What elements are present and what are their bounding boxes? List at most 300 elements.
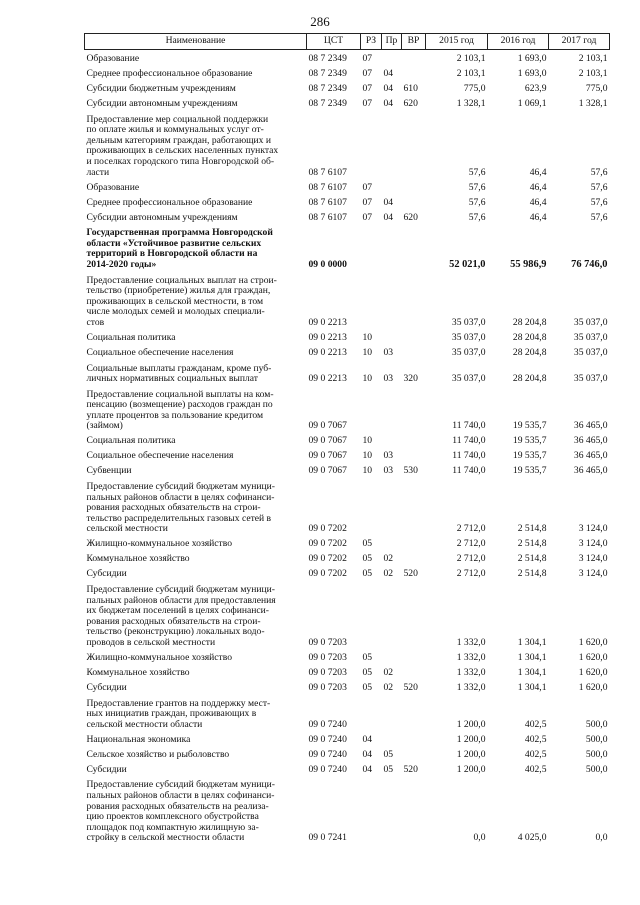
row-name: Социальная политика xyxy=(86,435,176,447)
row-value-2016: 1 304,1 xyxy=(517,637,547,648)
row-vr xyxy=(402,447,426,462)
row-rz xyxy=(361,694,382,731)
row-value-2017: 1 620,0 xyxy=(578,652,608,663)
row-pr xyxy=(382,477,402,535)
row-value-2017: 500,0 xyxy=(585,733,608,745)
row-name-line: ласти xyxy=(86,166,110,178)
row-pr: 05 xyxy=(383,763,394,775)
row-vr: 520 xyxy=(403,763,418,775)
row-name-line: по оплате жилья и коммунальных услуг от- xyxy=(86,124,264,136)
row-value-2015: 1 200,0 xyxy=(456,733,486,745)
row-name-line: личных нормативных социальных выплат xyxy=(86,373,258,385)
row-pr xyxy=(382,178,402,193)
row-rz: 07 xyxy=(362,98,373,109)
row-name-line: пальных районов области для предоставления xyxy=(86,594,276,606)
row-name-line: Государственная программа Новгородской xyxy=(86,227,273,239)
row-rz: 10 xyxy=(362,465,373,477)
row-name: Социальное обеспечение населения xyxy=(86,450,234,462)
row-name-line: (займом) xyxy=(86,420,123,432)
row-pr: 03 xyxy=(383,373,394,385)
row-pr: 02 xyxy=(383,682,394,693)
row-value-2015: 11 740,0 xyxy=(452,420,486,432)
row-cst: 09 0 7202 xyxy=(308,568,347,580)
row-value-2017: 35 037,0 xyxy=(573,316,608,328)
row-value-2016: 402,5 xyxy=(524,748,547,760)
row-name-line: Предоставление социальной выплаты на ком- xyxy=(86,388,274,400)
row-name-line: Предоставление мер социальной поддержки xyxy=(86,113,269,125)
row-value-2016: 19 535,7 xyxy=(512,465,547,477)
row-value-2017: 35 037,0 xyxy=(573,373,608,385)
row-rz: 10 xyxy=(362,435,373,447)
row-pr xyxy=(382,223,402,270)
table-row xyxy=(85,679,610,694)
row-vr: 520 xyxy=(403,682,418,693)
row-value-2015: 2 103,1 xyxy=(456,68,486,79)
table-row xyxy=(85,95,610,110)
row-cst: 09 0 7202 xyxy=(308,538,347,550)
row-name-line: площадок под компактную жилищную за- xyxy=(86,821,259,833)
row-cst: 09 0 7240 xyxy=(308,748,347,760)
row-rz: 05 xyxy=(362,553,373,565)
row-cst: 09 0 7240 xyxy=(308,718,347,730)
row-cst: 09 0 2213 xyxy=(308,346,347,358)
row-cst: 09 0 2213 xyxy=(308,316,347,328)
row-value-2017: 57,6 xyxy=(590,166,608,178)
table-row xyxy=(85,344,610,359)
row-value-2015: 0,0 xyxy=(473,832,486,844)
row-value-2017: 57,6 xyxy=(590,196,608,208)
row-value-2017: 3 124,0 xyxy=(578,553,608,565)
row-cst: 09 0 7240 xyxy=(308,733,347,745)
row-name-line: рования расходных обязательств на реализа- xyxy=(86,800,269,812)
row-cst: 09 0 7203 xyxy=(308,682,347,693)
row-vr: 530 xyxy=(403,465,418,477)
row-value-2016: 4 025,0 xyxy=(517,832,547,844)
row-name xyxy=(85,694,307,731)
table-row xyxy=(85,49,610,65)
table-body xyxy=(85,49,610,844)
table-row xyxy=(85,694,610,731)
row-name: Национальная экономика xyxy=(86,733,191,745)
row-pr: 04 xyxy=(383,68,394,79)
row-value-2016: 28 204,8 xyxy=(512,373,547,385)
row-name: Субсидии автономным учреждениям xyxy=(86,98,238,109)
row-value-2017: 0,0 xyxy=(595,832,608,844)
row-name-line: уплате процентов за пользование кредитом xyxy=(86,409,264,421)
row-name-line: сельской местности xyxy=(86,523,168,535)
row-pr: 04 xyxy=(383,98,394,109)
row-rz: 07 xyxy=(362,196,373,208)
row-value-2016: 19 535,7 xyxy=(512,420,547,432)
row-cst: 09 0 7202 xyxy=(308,523,347,535)
row-vr xyxy=(402,580,426,649)
row-value-2015: 11 740,0 xyxy=(452,465,486,477)
row-value-2016: 1 693,0 xyxy=(517,53,547,64)
row-value-2015: 2 712,0 xyxy=(456,553,486,565)
row-name-line: проводов в сельской местности xyxy=(86,637,216,648)
row-cst: 09 0 7203 xyxy=(308,637,347,648)
row-name xyxy=(85,580,307,649)
table-row xyxy=(85,208,610,223)
row-rz: 07 xyxy=(362,211,373,223)
row-vr xyxy=(402,385,426,432)
table-row xyxy=(85,775,610,844)
row-name xyxy=(85,775,307,844)
row-name-line: области «Устойчивое развитие сельских xyxy=(86,237,262,249)
row-value-2017: 1 620,0 xyxy=(578,667,608,678)
row-value-2015: 1 200,0 xyxy=(456,763,486,775)
row-vr: 610 xyxy=(403,83,418,94)
row-vr: 620 xyxy=(403,211,418,223)
row-value-2017: 1 620,0 xyxy=(578,682,608,693)
row-pr: 04 xyxy=(383,83,394,94)
row-pr xyxy=(382,110,402,179)
row-value-2016: 1 304,1 xyxy=(517,652,547,663)
row-name: Субсидии xyxy=(86,568,127,580)
row-value-2016: 402,5 xyxy=(524,733,547,745)
row-value-2015: 1 332,0 xyxy=(456,652,486,663)
row-value-2016: 402,5 xyxy=(524,718,547,730)
row-value-2016: 623,9 xyxy=(524,83,547,94)
row-cst: 08 7 2349 xyxy=(308,53,347,64)
row-name-line: Предоставление субсидий бюджетам муници- xyxy=(86,779,275,791)
row-vr xyxy=(402,49,426,65)
row-pr: 04 xyxy=(383,196,394,208)
row-value-2017: 57,6 xyxy=(590,181,608,193)
row-value-2017: 2 103,1 xyxy=(578,68,608,79)
row-value-2015: 35 037,0 xyxy=(451,331,486,343)
row-value-2016: 2 514,8 xyxy=(517,523,547,535)
row-rz: 07 xyxy=(362,181,373,193)
row-name-line: стов xyxy=(86,316,105,328)
row-name-line: дельным категориям граждан, работающих и xyxy=(86,134,272,146)
row-cst: 08 7 2349 xyxy=(308,83,347,94)
row-cst: 09 0 7240 xyxy=(308,763,347,775)
row-rz xyxy=(361,775,382,844)
row-pr xyxy=(382,385,402,432)
row-cst: 08 7 6107 xyxy=(308,196,347,208)
table-header-row xyxy=(85,34,610,50)
table-row xyxy=(85,80,610,95)
table-row xyxy=(85,664,610,679)
row-rz: 05 xyxy=(362,538,373,550)
row-pr xyxy=(382,329,402,344)
row-vr xyxy=(402,664,426,679)
row-vr xyxy=(402,178,426,193)
row-cst: 09 0 7202 xyxy=(308,553,347,565)
table-row xyxy=(85,359,610,385)
row-value-2015: 2 712,0 xyxy=(456,538,486,550)
row-vr xyxy=(402,550,426,565)
row-rz: 04 xyxy=(362,733,373,745)
row-rz: 04 xyxy=(362,763,373,775)
col-header-rz: РЗ xyxy=(361,34,382,50)
row-vr xyxy=(402,223,426,270)
row-name-line: Предоставление грантов на поддержку мест- xyxy=(86,697,271,709)
row-name-line: проживающих в сельской местности, в том xyxy=(86,295,264,307)
row-rz: 05 xyxy=(362,682,373,693)
row-name-line: и поселках городского типа Новгородской об- xyxy=(86,155,275,167)
row-value-2015: 57,6 xyxy=(468,196,486,208)
row-pr xyxy=(382,432,402,447)
row-rz: 10 xyxy=(362,373,373,385)
row-name-line: 2014-2020 годы» xyxy=(86,258,157,270)
col-header-2015: 2015 год xyxy=(426,34,488,50)
row-name-line: ных инициатив граждан, проживающих в xyxy=(86,708,257,720)
table-row xyxy=(85,565,610,580)
row-value-2015: 57,6 xyxy=(468,166,486,178)
row-cst: 09 0 7203 xyxy=(308,667,347,678)
row-name: Субсидии бюджетным учреждениям xyxy=(86,83,236,94)
row-vr xyxy=(402,65,426,80)
row-value-2016: 19 535,7 xyxy=(512,435,547,447)
row-cst: 08 7 6107 xyxy=(308,181,347,193)
row-name xyxy=(85,223,307,270)
row-vr xyxy=(402,344,426,359)
row-name-line: цию проектов комплексного обустройства xyxy=(86,811,259,823)
row-value-2017: 36 465,0 xyxy=(573,420,608,432)
row-vr xyxy=(402,745,426,760)
row-vr xyxy=(402,730,426,745)
row-name-line: Предоставление социальных выплат на строи- xyxy=(86,274,277,286)
row-value-2015: 11 740,0 xyxy=(452,435,486,447)
row-pr: 03 xyxy=(383,450,394,462)
row-value-2015: 2 103,1 xyxy=(456,53,486,64)
row-name: Коммунальное хозяйство xyxy=(86,553,190,565)
row-name: Субсидии автономным учреждениям xyxy=(86,211,238,223)
row-name-line: тельство (приобретение) жилья для граждан, xyxy=(86,285,271,297)
row-vr xyxy=(402,694,426,731)
row-name-line: пальных районов области в целях софинанси- xyxy=(86,491,275,503)
row-value-2015: 775,0 xyxy=(463,83,486,94)
row-name: Образование xyxy=(86,53,140,64)
table-row xyxy=(85,550,610,565)
col-header-vr: ВР xyxy=(402,34,426,50)
page-number: 286 xyxy=(310,14,330,29)
row-name-line: стройку в сельской местности области xyxy=(86,832,245,844)
col-header-2016: 2016 год xyxy=(488,34,549,50)
row-cst: 08 7 2349 xyxy=(308,68,347,79)
row-cst: 09 0 7067 xyxy=(308,420,347,432)
row-cst: 09 0 7241 xyxy=(308,832,347,844)
row-value-2017: 500,0 xyxy=(585,748,608,760)
row-name-line: тельство (реконструкцию) локальных водо- xyxy=(86,626,265,638)
row-value-2017: 35 037,0 xyxy=(573,346,608,358)
row-name-line: Предоставление субсидий бюджетам муници- xyxy=(86,481,275,493)
row-name xyxy=(85,477,307,535)
row-rz: 10 xyxy=(362,346,373,358)
row-pr xyxy=(382,580,402,649)
row-pr: 02 xyxy=(383,667,394,678)
row-vr xyxy=(402,649,426,664)
table-row xyxy=(85,580,610,649)
row-name: Коммунальное хозяйство xyxy=(86,667,190,678)
table-row xyxy=(85,178,610,193)
table-row xyxy=(85,329,610,344)
row-value-2015: 1 332,0 xyxy=(456,667,486,678)
row-value-2015: 35 037,0 xyxy=(451,316,486,328)
row-name: Среднее профессиональное образование xyxy=(86,196,253,208)
row-rz: 04 xyxy=(362,748,373,760)
row-value-2017: 500,0 xyxy=(585,763,608,775)
budget-table xyxy=(84,33,610,844)
row-value-2016: 1 693,0 xyxy=(517,68,547,79)
row-value-2015: 11 740,0 xyxy=(452,450,486,462)
row-value-2016: 28 204,8 xyxy=(512,331,547,343)
row-value-2017: 775,0 xyxy=(585,83,608,94)
row-value-2017: 3 124,0 xyxy=(578,538,608,550)
row-rz: 07 xyxy=(362,53,373,64)
table-row xyxy=(85,193,610,208)
row-rz: 05 xyxy=(362,568,373,580)
row-name: Социальное обеспечение населения xyxy=(86,346,234,358)
row-value-2017: 35 037,0 xyxy=(573,331,608,343)
row-pr xyxy=(382,775,402,844)
row-name: Образование xyxy=(86,181,140,193)
table-row xyxy=(85,432,610,447)
row-value-2015: 52 021,0 xyxy=(449,258,486,270)
row-name-line: пальных районов области в целях софинанси- xyxy=(86,789,275,801)
row-value-2016: 46,4 xyxy=(529,211,547,223)
table-row xyxy=(85,760,610,775)
row-name xyxy=(85,271,307,329)
row-name-line: сельской местности области xyxy=(86,718,203,730)
row-name-line: проживающих в сельских населенных пунктах xyxy=(86,145,279,157)
row-value-2017: 3 124,0 xyxy=(578,523,608,535)
row-name: Субсидии xyxy=(86,682,127,693)
row-value-2017: 1 620,0 xyxy=(578,637,608,648)
row-pr: 03 xyxy=(383,346,394,358)
table-row xyxy=(85,462,610,477)
row-value-2016: 1 069,1 xyxy=(517,98,547,109)
row-pr xyxy=(382,694,402,731)
row-rz xyxy=(361,271,382,329)
row-name-line: их бюджетам поселений в целях софинанси- xyxy=(86,605,269,617)
row-vr: 520 xyxy=(403,568,418,580)
row-name-line: числе молодых семей и молодых специали- xyxy=(86,306,265,318)
row-value-2016: 2 514,8 xyxy=(517,553,547,565)
row-value-2017: 3 124,0 xyxy=(578,568,608,580)
row-name-line: Предоставление субсидий бюджетам муници- xyxy=(86,584,275,596)
row-value-2015: 2 712,0 xyxy=(456,568,486,580)
row-value-2016: 2 514,8 xyxy=(517,568,547,580)
row-value-2015: 1 328,1 xyxy=(456,98,486,109)
row-value-2016: 1 304,1 xyxy=(517,667,547,678)
row-value-2015: 57,6 xyxy=(468,211,486,223)
row-value-2016: 55 986,9 xyxy=(510,258,547,270)
row-rz: 10 xyxy=(362,450,373,462)
row-rz xyxy=(361,580,382,649)
row-pr: 04 xyxy=(383,211,394,223)
row-name: Сельское хозяйство и рыболовство xyxy=(86,748,230,760)
row-value-2016: 28 204,8 xyxy=(512,316,547,328)
row-value-2017: 36 465,0 xyxy=(573,465,608,477)
row-value-2016: 19 535,7 xyxy=(512,450,547,462)
row-value-2015: 1 332,0 xyxy=(456,637,486,648)
row-name: Жилищно-коммунальное хозяйство xyxy=(86,652,233,663)
table-row xyxy=(85,271,610,329)
row-pr xyxy=(382,535,402,550)
row-value-2017: 57,6 xyxy=(590,211,608,223)
row-value-2015: 1 200,0 xyxy=(456,748,486,760)
row-pr: 02 xyxy=(383,553,394,565)
row-name-line: Социальные выплаты гражданам, кроме пуб- xyxy=(86,362,272,374)
row-value-2016: 402,5 xyxy=(524,763,547,775)
row-rz: 07 xyxy=(362,83,373,94)
row-vr xyxy=(402,775,426,844)
row-value-2015: 1 200,0 xyxy=(456,718,486,730)
row-pr: 03 xyxy=(383,465,394,477)
row-vr xyxy=(402,193,426,208)
row-rz: 05 xyxy=(362,667,373,678)
row-value-2016: 46,4 xyxy=(529,196,547,208)
row-name-line: пенсацию (возмещение) расходов граждан по xyxy=(86,399,273,411)
row-pr xyxy=(382,649,402,664)
row-value-2017: 2 103,1 xyxy=(578,53,608,64)
row-rz: 10 xyxy=(362,331,373,343)
row-name xyxy=(85,385,307,432)
col-header-cst: ЦСТ xyxy=(307,34,361,50)
row-name: Социальная политика xyxy=(86,331,176,343)
row-name: Среднее профессиональное образование xyxy=(86,68,253,79)
row-value-2017: 76 746,0 xyxy=(571,258,608,270)
row-name-line: тельство распределительных газовых сетей в xyxy=(86,512,272,524)
row-value-2017: 36 465,0 xyxy=(573,435,608,447)
row-rz xyxy=(361,385,382,432)
table-row xyxy=(85,385,610,432)
row-name: Субвенции xyxy=(86,465,132,477)
row-name: Жилищно-коммунальное хозяйство xyxy=(86,538,233,550)
col-header-name: Наименование xyxy=(85,34,307,50)
table-row xyxy=(85,65,610,80)
row-cst: 09 0 2213 xyxy=(308,373,347,385)
row-value-2015: 57,6 xyxy=(468,181,486,193)
row-pr: 02 xyxy=(383,568,394,580)
row-vr xyxy=(402,271,426,329)
row-pr xyxy=(382,49,402,65)
row-cst: 08 7 6107 xyxy=(308,211,347,223)
row-value-2015: 35 037,0 xyxy=(451,373,486,385)
row-value-2016: 1 304,1 xyxy=(517,682,547,693)
row-vr xyxy=(402,329,426,344)
col-header-2017: 2017 год xyxy=(549,34,610,50)
row-cst: 09 0 2213 xyxy=(308,331,347,343)
row-value-2016: 28 204,8 xyxy=(512,346,547,358)
table-row xyxy=(85,745,610,760)
row-value-2016: 46,4 xyxy=(529,166,547,178)
table-row xyxy=(85,223,610,270)
row-name-line: территорий в Новгородской области на xyxy=(86,248,258,260)
row-pr: 05 xyxy=(383,748,394,760)
row-cst: 09 0 0000 xyxy=(308,258,347,270)
table-row xyxy=(85,730,610,745)
row-value-2015: 2 712,0 xyxy=(456,523,486,535)
row-vr: 320 xyxy=(403,373,418,385)
row-cst: 08 7 6107 xyxy=(308,166,347,178)
table-row xyxy=(85,649,610,664)
table-row xyxy=(85,110,610,179)
row-name-line: рования расходных обязательств на строи- xyxy=(86,615,261,627)
row-cst: 09 0 7067 xyxy=(308,450,347,462)
table-row xyxy=(85,447,610,462)
row-value-2016: 2 514,8 xyxy=(517,538,547,550)
row-pr xyxy=(382,730,402,745)
row-value-2017: 500,0 xyxy=(585,718,608,730)
row-value-2015: 35 037,0 xyxy=(451,346,486,358)
row-name: Субсидии xyxy=(86,763,127,775)
row-name xyxy=(85,359,307,385)
row-rz xyxy=(361,110,382,179)
